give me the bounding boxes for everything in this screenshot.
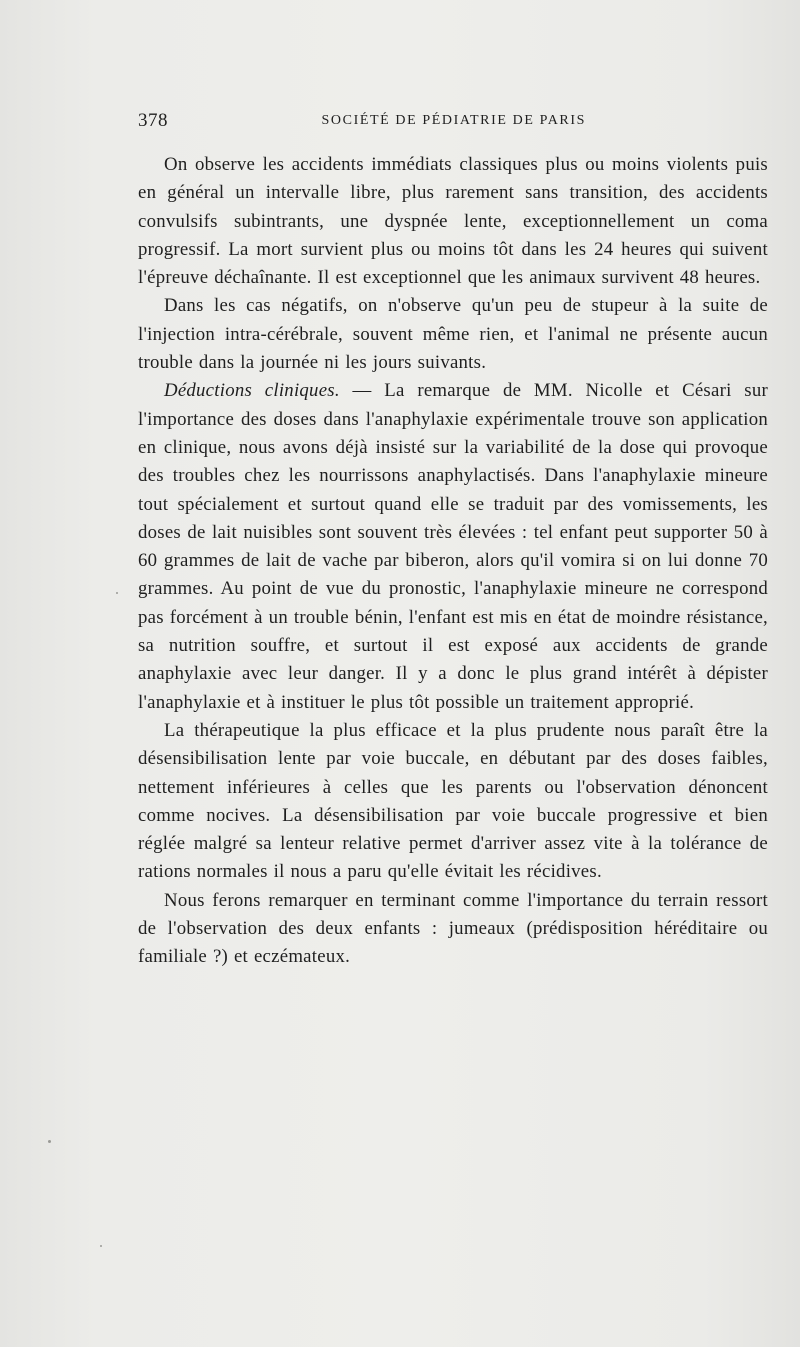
paragraph-therapeutics: [138, 717, 768, 887]
page-number: 378: [138, 110, 168, 131]
paragraph-text: La thérapeutique la plus efficace et la plus prudente nous paraît être la désensibilisation lente par voie buccale, en débutant par des doses faibles, nettement inférieures à celles que les parents ou l'observation dénoncent comme nocives. La désensibilisation par voie buccale progressive et bien réglée malgré sa lenteur relative permet d'arriver assez vite à la tolérance de rations normales il nous a paru qu'elle évitait les récidives.: [138, 719, 768, 883]
paper-speck: [116, 592, 118, 594]
section-lead-heading: Déductions cliniques.: [164, 380, 340, 402]
paragraph-text: Nous ferons remarquer en terminant comme l'importance du terrain ressort de l'observation des deux enfants : jumeaux (prédisposition héréditaire ou familiale ?) et eczémateux.: [138, 889, 768, 968]
body-text: [138, 151, 768, 972]
paper-speck: [48, 1140, 51, 1143]
running-title: SOCIÉTÉ DE PÉDIATRIE DE PARIS: [321, 113, 586, 128]
paragraph-conclusion: [138, 887, 768, 972]
paragraph-clinical-deductions: [138, 377, 768, 717]
paragraph-immediate-accidents: [138, 151, 768, 292]
paragraph-negative-cases: [138, 292, 768, 377]
paragraph-text: — La remarque de MM. Nicolle et Césari sur l'importance des doses dans l'anaphylaxie expérimentale trouve son application en clinique, nous avons déjà insisté sur la variabilité de la dose qui provoque des troubles chez les nourrissons anaphylactisés. Dans l'anaphylaxie mineure tout spécialement et surtout quand elle se traduit par des vomissements, les doses de lait nuisibles sont souvent très élevées : tel enfant peut supporter 50 à 60 grammes de lait de vache par biberon, alors qu'il vomira si on lui donne 70 grammes. Au point de vue du pronostic, l'anaphylaxie mineure ne correspond pas forcément à un trouble bénin, l'enfant est mis en état de moindre résistance, sa nutrition souffre, et surtout il est exposé aux accidents de grande anaphylaxie avec leur danger. Il y a donc le plus grand intérêt à dépister l'anaphylaxie et à instituer le plus tôt possible un traitement approprié.: [138, 380, 768, 713]
paragraph-text: Dans les cas négatifs, on n'observe qu'un peu de stupeur à la suite de l'injection intra-cérébrale, souvent même rien, et l'animal ne présente aucun trouble dans la journée ni les jours suivants.: [138, 295, 768, 374]
paragraph-text: On observe les accidents immédiats classiques plus ou moins violents puis en général un intervalle libre, plus rarement sans transition, des accidents convulsifs subintrants, une dyspnée lente, exceptionnellement un coma progressif. La mort survient plus ou moins tôt dans les 24 heures qui suivent l'épreuve déchaînante. Il est exceptionnel que les animaux survivent 48 heures.: [138, 154, 768, 289]
page-header: [138, 110, 586, 138]
paper-speck: [100, 1245, 102, 1247]
